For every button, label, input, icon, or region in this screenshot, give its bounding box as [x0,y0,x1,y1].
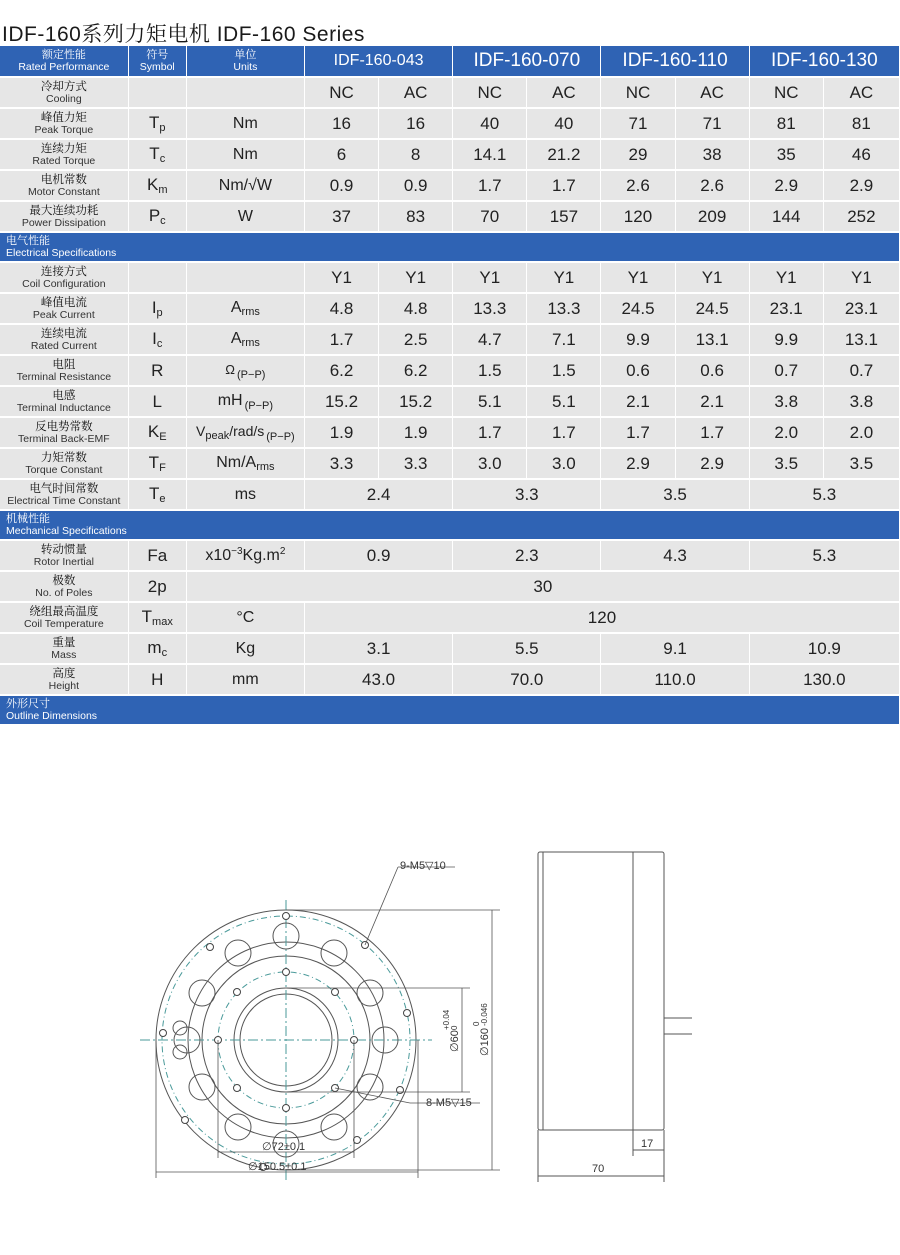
row-label: 重量 Mass [0,633,128,664]
cell: 0.9 [304,170,378,201]
cell: 4.8 [304,293,378,324]
label-holes-inner: 8-M5▽15 [426,1097,472,1109]
cell: 1.9 [304,417,378,448]
cell: 23.1 [823,293,899,324]
cell: 0.9 [379,170,453,201]
cell: 3.3 [304,448,378,479]
row-symbol: $I_c$ [128,324,186,355]
cell: Y1 [527,262,601,293]
row-unit: Nm [186,139,304,170]
row-label: 峰值力矩 Peak Torque [0,108,128,139]
cell: 15.2 [304,386,378,417]
header-rated-performance: 额定性能 Rated Performance [0,46,128,77]
header-model-110: IDF-160-110 [601,46,749,77]
row-label: 最大连续功耗 Power Dissipation [0,201,128,232]
label-dia-60: ∅60 [449,1030,461,1052]
row-symbol: 2p [128,571,186,602]
row-unit: ms [186,479,304,510]
cell: 29 [601,139,675,170]
table-row-power-dissipation [0,201,900,232]
cell: 37 [304,201,378,232]
table-row-motor-constant [0,170,900,201]
cell: 144 [749,201,823,232]
row-symbol: $T_p$ [128,108,186,139]
cell: 5.3 [749,540,899,571]
table-row-poles [0,571,900,602]
cell: 16 [304,108,378,139]
cell: 3.3 [379,448,453,479]
header-model-070: IDF-160-070 [453,46,601,77]
cell: 71 [675,108,749,139]
cell: 2.5 [379,324,453,355]
cell: Y1 [601,262,675,293]
label-length-70: 70 [592,1163,605,1175]
table-row-height [0,664,900,695]
row-symbol: $m_c$ [128,633,186,664]
cell: 81 [823,108,899,139]
label-dia-60-tol-upper: +0.04 [442,1009,451,1030]
row-label: 连接方式 Coil Configuration [0,262,128,293]
cell: 2.1 [675,386,749,417]
cell: 13.3 [527,293,601,324]
table-row-terminal-resistance [0,355,900,386]
table-row-mass [0,633,900,664]
row-unit [186,77,304,108]
row-label: 绕组最高温度 Coil Temperature [0,602,128,633]
row-symbol: L [128,386,186,417]
cell: 1.7 [453,417,527,448]
cell: 70.0 [453,664,601,695]
cell: AC [379,77,453,108]
cell: 16 [379,108,453,139]
row-symbol: $T_c$ [128,139,186,170]
row-label: 转动惯量 Rotor Inertial [0,540,128,571]
row-label: 力矩常数 Torque Constant [0,448,128,479]
label-dia-160: ∅160 [479,1028,491,1056]
cell: 1.7 [453,170,527,201]
cell: 81 [749,108,823,139]
row-symbol: $T_F$ [128,448,186,479]
cell: Y1 [675,262,749,293]
cell: Y1 [823,262,899,293]
cell: 43.0 [304,664,452,695]
cell: 120 [304,602,899,633]
cell: 7.1 [527,324,601,355]
section-outline: 外形尺寸 Outline Dimensions [0,695,900,725]
cell: 4.3 [601,540,749,571]
table-row-cooling [0,77,900,108]
label-dia-160-tol-upper: 0 [472,1021,481,1026]
cell: 3.3 [453,479,601,510]
row-unit: Nm/√W [186,170,304,201]
cell: 3.1 [304,633,452,664]
cell: NC [601,77,675,108]
row-label: 连续力矩 Rated Torque [0,139,128,170]
cell: 23.1 [749,293,823,324]
row-unit: $V_{peak}/rad/s$ $_{(P-P)}$ [186,417,304,448]
cell: 1.5 [527,355,601,386]
row-unit: $x10^{-3}Kg.m^2$ [186,540,304,571]
cell: 3.5 [749,448,823,479]
cell: 46 [823,139,899,170]
row-unit [186,262,304,293]
row-symbol: $T_e$ [128,479,186,510]
cell: 2.9 [749,170,823,201]
cell: 1.9 [379,417,453,448]
row-label: 电阻 Terminal Resistance [0,355,128,386]
cell: 1.5 [453,355,527,386]
row-label: 连续电流 Rated Current [0,324,128,355]
cell: Y1 [453,262,527,293]
cell: 15.2 [379,386,453,417]
cell: 6.2 [304,355,378,386]
table-row-back-emf [0,417,900,448]
cell: 252 [823,201,899,232]
cell: 2.9 [675,448,749,479]
row-symbol: $I_p$ [128,293,186,324]
cell: 2.6 [675,170,749,201]
cell: 130.0 [749,664,899,695]
label-dia-160-tol-lower: -0.046 [480,1003,489,1026]
row-label: 电机常数 Motor Constant [0,170,128,201]
cell: 2.4 [304,479,452,510]
row-unit: Nm [186,108,304,139]
row-unit: Ω $_{(P-P)}$ [186,355,304,386]
table-row-peak-torque [0,108,900,139]
row-label: 极数 No. of Poles [0,571,128,602]
row-symbol: $P_c$ [128,201,186,232]
row-symbol: H [128,664,186,695]
row-symbol: R [128,355,186,386]
cell: 30 [186,571,899,602]
page-title: IDF-160系列力矩电机 IDF-160 Series [2,23,365,46]
section-mechanical: 机械性能 Mechanical Specifications [0,510,900,540]
row-symbol: $T_{max}$ [128,602,186,633]
cell: 3.0 [527,448,601,479]
cell: 24.5 [675,293,749,324]
header-model-130: IDF-160-130 [749,46,899,77]
cell: 110.0 [601,664,749,695]
row-unit: $A_{rms}$ [186,293,304,324]
cell: 2.0 [749,417,823,448]
front-view [140,900,432,1180]
table-row-coil-temp [0,602,900,633]
table-row-rated-current [0,324,900,355]
cell: 1.7 [675,417,749,448]
cell: 3.5 [601,479,749,510]
cell: 5.5 [453,633,601,664]
cell: Y1 [304,262,378,293]
cell: 71 [601,108,675,139]
cell: AC [527,77,601,108]
cell: 24.5 [601,293,675,324]
cell: 35 [749,139,823,170]
label-holes-outer: 9-M5▽10 [400,860,446,872]
table-row-coil-config [0,262,900,293]
cell: 1.7 [601,417,675,448]
cell: 83 [379,201,453,232]
cell: 3.8 [823,386,899,417]
cell: 3.8 [749,386,823,417]
header-model-043: IDF-160-043 [304,46,452,77]
cell: 40 [453,108,527,139]
cell: 21.2 [527,139,601,170]
cell: 2.0 [823,417,899,448]
cell: 2.1 [601,386,675,417]
label-dia-150: ∅150.5±0.1 [248,1161,307,1173]
cell: 40 [527,108,601,139]
spec-table [0,46,900,726]
row-symbol [128,77,186,108]
table-row-torque-constant [0,448,900,479]
cell: 4.7 [453,324,527,355]
cell: 6.2 [379,355,453,386]
outline-drawing [0,790,900,1250]
label-dia-72: ∅72±0.1 [262,1141,306,1153]
section-electrical: 电气性能 Electrical Specifications [0,232,900,262]
cell: 0.9 [304,540,452,571]
cell: 3.0 [453,448,527,479]
cell: 6 [304,139,378,170]
cell: NC [749,77,823,108]
row-symbol: Fa [128,540,186,571]
cell: NC [304,77,378,108]
row-symbol [128,262,186,293]
cell: 2.9 [823,170,899,201]
cell: 2.9 [601,448,675,479]
cell: AC [823,77,899,108]
table-row-rotor-inertial [0,540,900,571]
row-label: 电感 Terminal Inductance [0,386,128,417]
header-symbol: 符号 Symbol [128,46,186,77]
row-label: 冷却方式 Cooling [0,77,128,108]
header-units: 单位 Units [186,46,304,77]
label-length-17: 17 [641,1138,654,1150]
row-unit: $A_{rms}$ [186,324,304,355]
cell: 209 [675,201,749,232]
cell: NC [453,77,527,108]
cell: 2.3 [453,540,601,571]
row-label: 高度 Height [0,664,128,695]
table-row-time-constant [0,479,900,510]
row-symbol: $K_E$ [128,417,186,448]
row-symbol: $K_m$ [128,170,186,201]
cell: 38 [675,139,749,170]
table-row-terminal-inductance [0,386,900,417]
row-unit: $Nm/A_{rms}$ [186,448,304,479]
cell: 2.6 [601,170,675,201]
cell: 9.9 [749,324,823,355]
row-unit: W [186,201,304,232]
cell: 0.6 [601,355,675,386]
cell: 9.1 [601,633,749,664]
cell: 1.7 [527,170,601,201]
cell: AC [675,77,749,108]
cell: 70 [453,201,527,232]
cell: 5.1 [527,386,601,417]
row-label: 峰值电流 Peak Current [0,293,128,324]
label-dia-60-tol-lower: 0 [450,1025,459,1030]
cell: 157 [527,201,601,232]
cell: 120 [601,201,675,232]
row-unit: Kg [186,633,304,664]
cell: Y1 [379,262,453,293]
side-view [538,852,692,1182]
cell: 5.3 [749,479,899,510]
cell: 8 [379,139,453,170]
cell: 13.3 [453,293,527,324]
cell: 9.9 [601,324,675,355]
row-label: 反电势常数 Terminal Back-EMF [0,417,128,448]
cell: 4.8 [379,293,453,324]
cell: Y1 [749,262,823,293]
row-unit: mH $_{(P-P)}$ [186,386,304,417]
cell: 14.1 [453,139,527,170]
cell: 3.5 [823,448,899,479]
row-label: 电气时间常数 Electrical Time Constant [0,479,128,510]
cell: 13.1 [823,324,899,355]
table-row-peak-current [0,293,900,324]
cell: 1.7 [527,417,601,448]
row-unit: mm [186,664,304,695]
cell: 1.7 [304,324,378,355]
cell: 13.1 [675,324,749,355]
table-header-row [0,46,900,77]
cell: 0.7 [749,355,823,386]
row-unit: °C [186,602,304,633]
cell: 0.6 [675,355,749,386]
table-row-rated-torque [0,139,900,170]
cell: 0.7 [823,355,899,386]
cell: 10.9 [749,633,899,664]
outline-drawing-svg [0,790,900,1250]
cell: 5.1 [453,386,527,417]
